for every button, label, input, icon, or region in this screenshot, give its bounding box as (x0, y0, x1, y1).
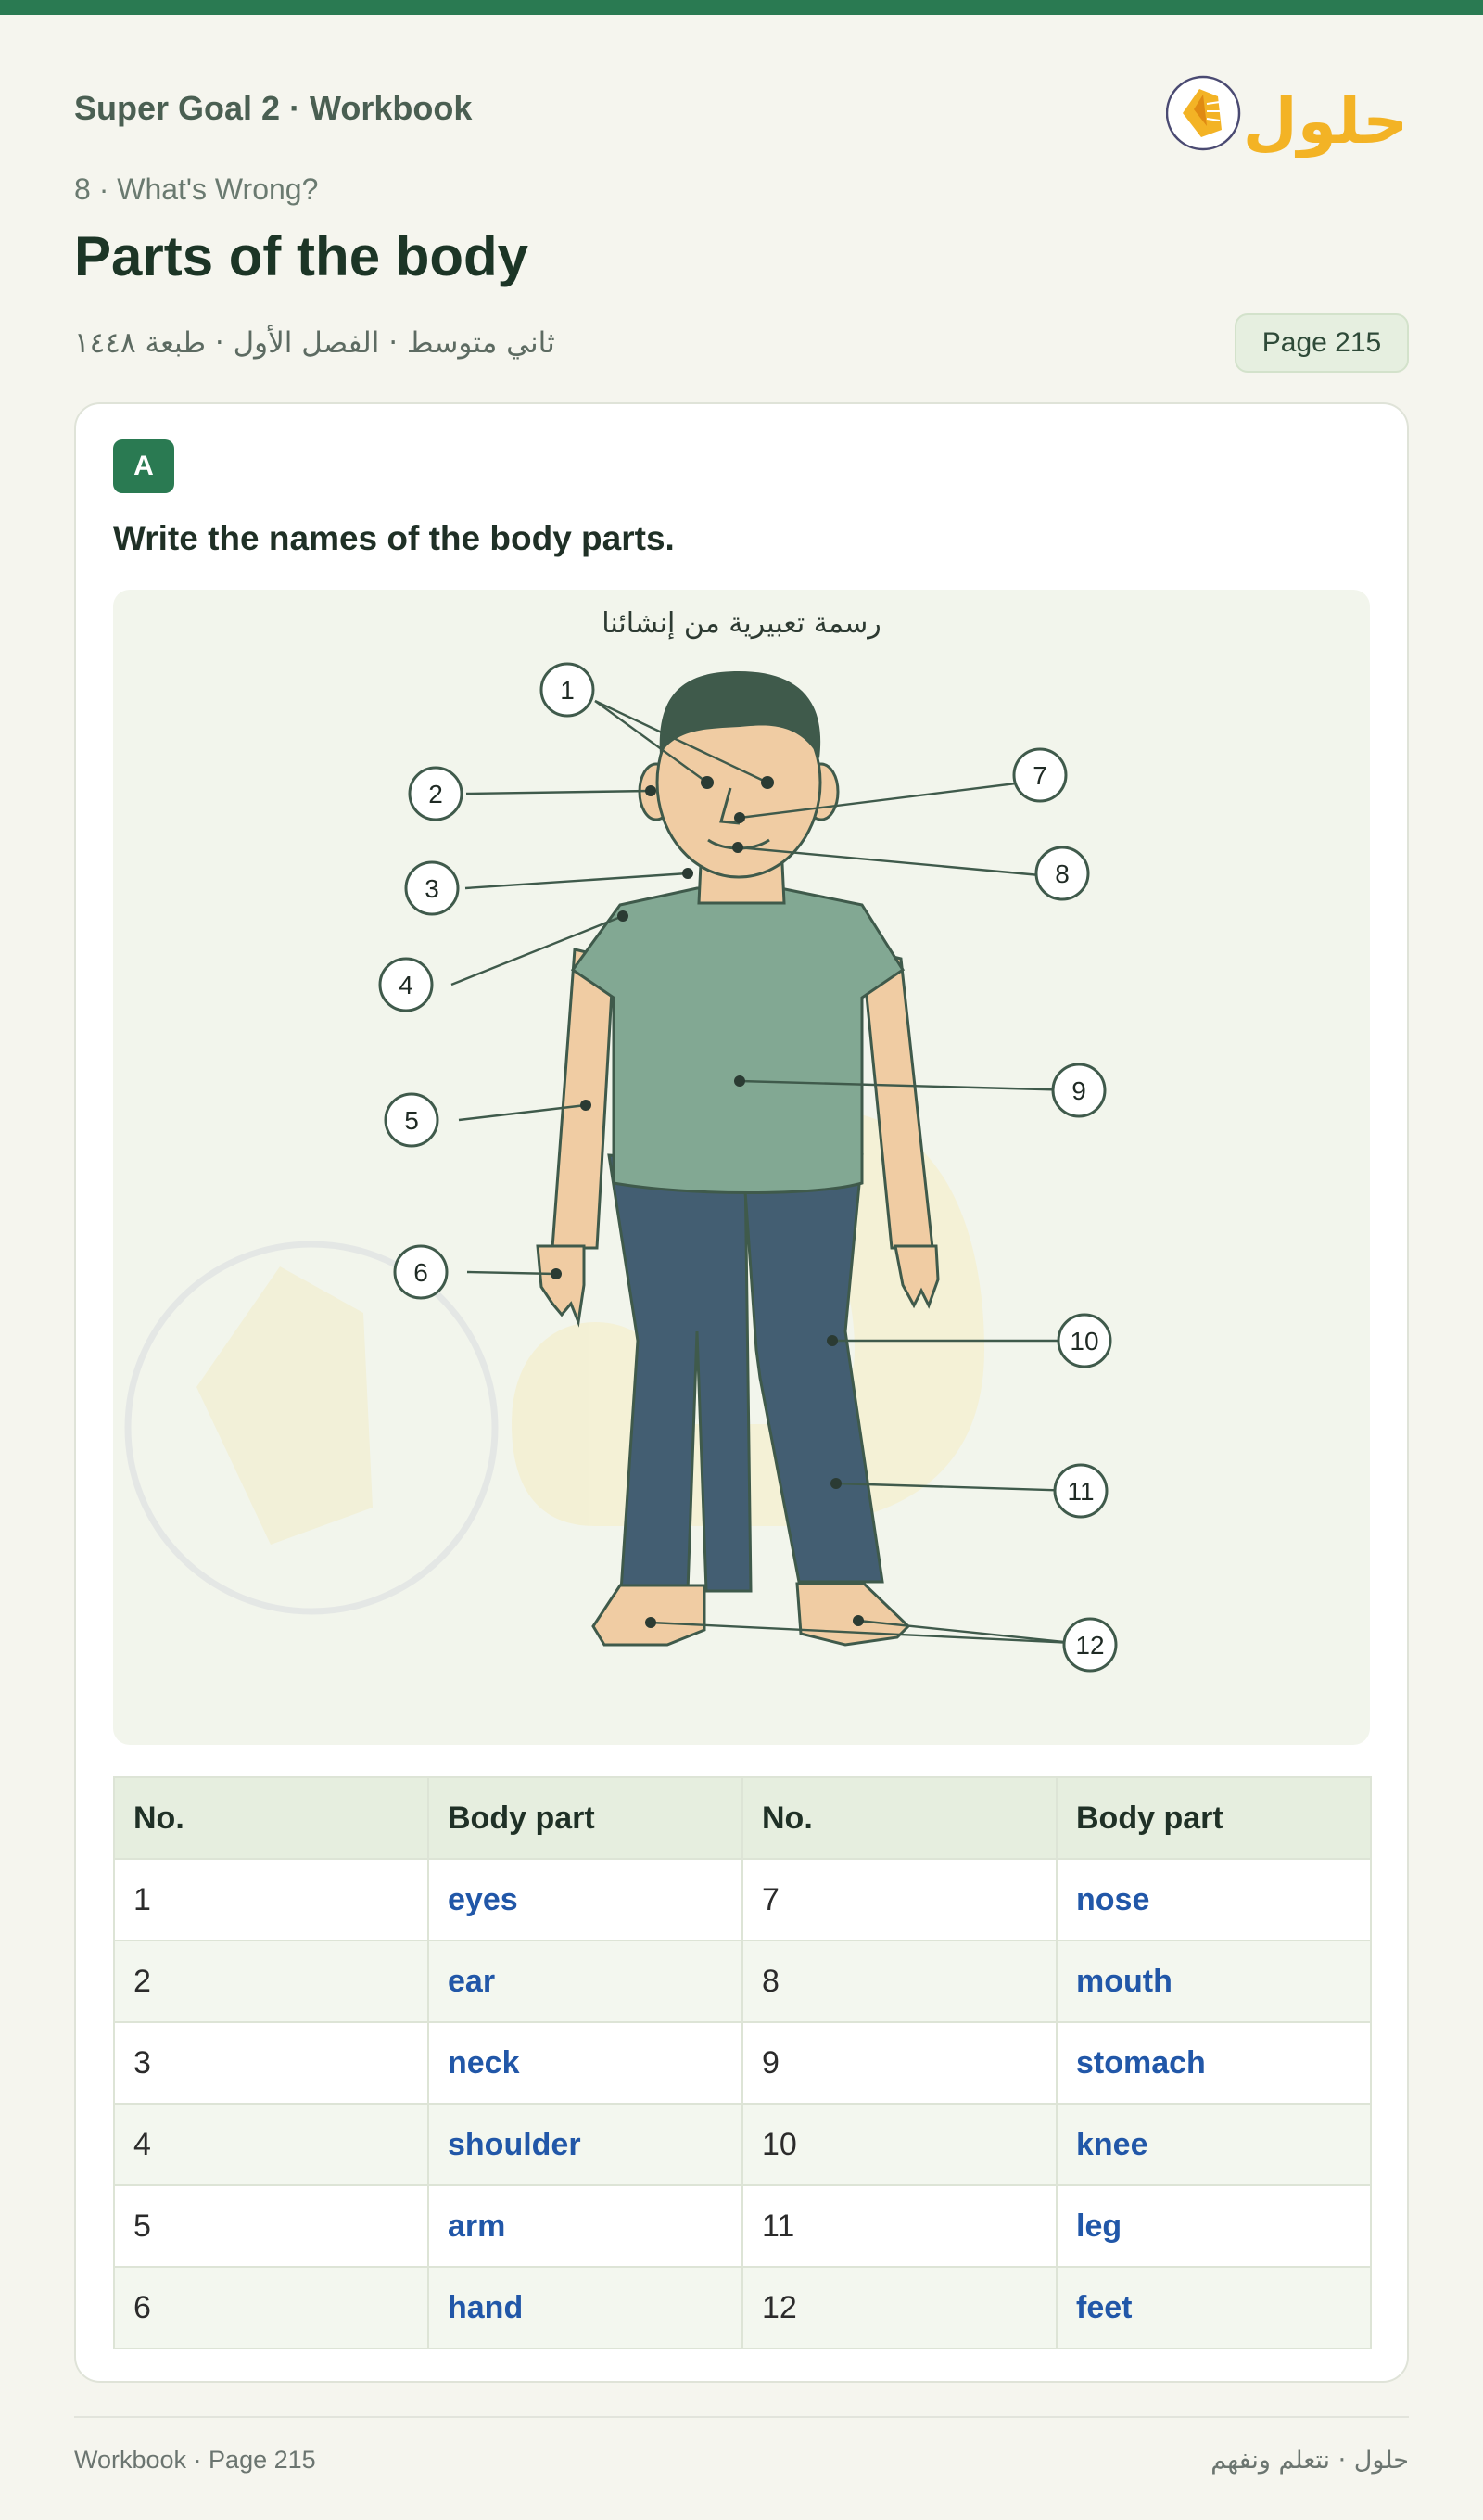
header-number-2: No. (742, 1777, 1057, 1859)
row-number: 4 (114, 2104, 428, 2185)
callout-6 (395, 1246, 447, 1298)
row-number: 7 (742, 1859, 1057, 1941)
header-body-part-2: Body part (1057, 1777, 1371, 1859)
footer-brand-tagline: حلول · نتعلم ونفهم (1210, 2446, 1409, 2475)
svg-text:2: 2 (428, 780, 443, 808)
svg-text:11: 11 (1067, 1477, 1095, 1506)
callout-7 (1014, 749, 1066, 801)
footer-page-label: Workbook · Page 215 (74, 2446, 316, 2474)
callout-11 (1055, 1465, 1107, 1517)
svg-text:4: 4 (399, 971, 413, 999)
row-number: 11 (742, 2185, 1057, 2267)
body-illustration (113, 590, 1370, 1745)
svg-text:3: 3 (425, 874, 439, 903)
row-answer: hand (428, 2267, 742, 2348)
table-row (114, 2267, 1371, 2348)
shirt (573, 888, 903, 1193)
table-row (114, 1941, 1371, 2022)
svg-text:10: 10 (1070, 1327, 1099, 1355)
page-header (74, 0, 1409, 389)
callout-5 (386, 1094, 437, 1146)
page-number-badge: Page 215 (1235, 313, 1409, 373)
row-number: 1 (114, 1859, 428, 1941)
hulul-logo (1166, 56, 1409, 158)
table-row (114, 2185, 1371, 2267)
row-number: 2 (114, 1941, 428, 2022)
row-answer: feet (1057, 2267, 1371, 2348)
row-answer: neck (428, 2022, 742, 2104)
row-answer: mouth (1057, 1941, 1371, 2022)
row-answer: eyes (428, 1859, 742, 1941)
callout-1 (541, 664, 593, 716)
svg-text:12: 12 (1075, 1631, 1105, 1660)
svg-text:7: 7 (1033, 761, 1047, 790)
row-answer: nose (1057, 1859, 1371, 1941)
exercise-instruction: Write the names of the body parts. (113, 519, 675, 557)
svg-text:حلول: حلول (1242, 85, 1409, 158)
figure-caption: رسمة تعبيرية من إنشائنا (602, 607, 881, 640)
grade-meta: ثاني متوسط · الفصل الأول · طبعة ١٤٤٨ (74, 326, 555, 360)
callout-4 (380, 959, 432, 1011)
book-title: Super Goal 2 · Workbook (74, 89, 473, 127)
table-row (114, 2022, 1371, 2104)
row-answer: knee (1057, 2104, 1371, 2185)
callout-12 (1064, 1619, 1116, 1671)
table-header-row (114, 1777, 1371, 1859)
row-answer: stomach (1057, 2022, 1371, 2104)
table-row (114, 2104, 1371, 2185)
exercise-card (74, 402, 1409, 2383)
row-number: 10 (742, 2104, 1057, 2185)
svg-text:5: 5 (404, 1106, 419, 1135)
body-figure (113, 590, 1370, 1745)
row-answer: shoulder (428, 2104, 742, 2185)
row-number: 3 (114, 2022, 428, 2104)
lesson-label: 8 · What's Wrong? (74, 172, 319, 206)
answer-table (113, 1776, 1372, 2349)
row-answer: leg (1057, 2185, 1371, 2267)
callout-2 (410, 768, 462, 820)
header-number-1: No. (114, 1777, 428, 1859)
header-body-part-1: Body part (428, 1777, 742, 1859)
row-number: 8 (742, 1941, 1057, 2022)
svg-text:8: 8 (1055, 859, 1070, 888)
row-number: 6 (114, 2267, 428, 2348)
table-row (114, 1859, 1371, 1941)
svg-text:9: 9 (1071, 1076, 1086, 1105)
svg-text:6: 6 (413, 1258, 428, 1287)
row-answer: arm (428, 2185, 742, 2267)
row-number: 9 (742, 2022, 1057, 2104)
row-number: 5 (114, 2185, 428, 2267)
callout-8 (1036, 847, 1088, 899)
row-answer: ear (428, 1941, 742, 2022)
callout-10 (1058, 1315, 1110, 1367)
left-arm (538, 949, 614, 1322)
callout-3 (406, 862, 458, 914)
svg-text:1: 1 (560, 676, 575, 705)
page-title: Parts of the body (74, 225, 529, 287)
row-number: 12 (742, 2267, 1057, 2348)
exercise-badge: A (113, 439, 174, 493)
callout-9 (1053, 1064, 1105, 1116)
footer-divider (74, 2416, 1409, 2418)
